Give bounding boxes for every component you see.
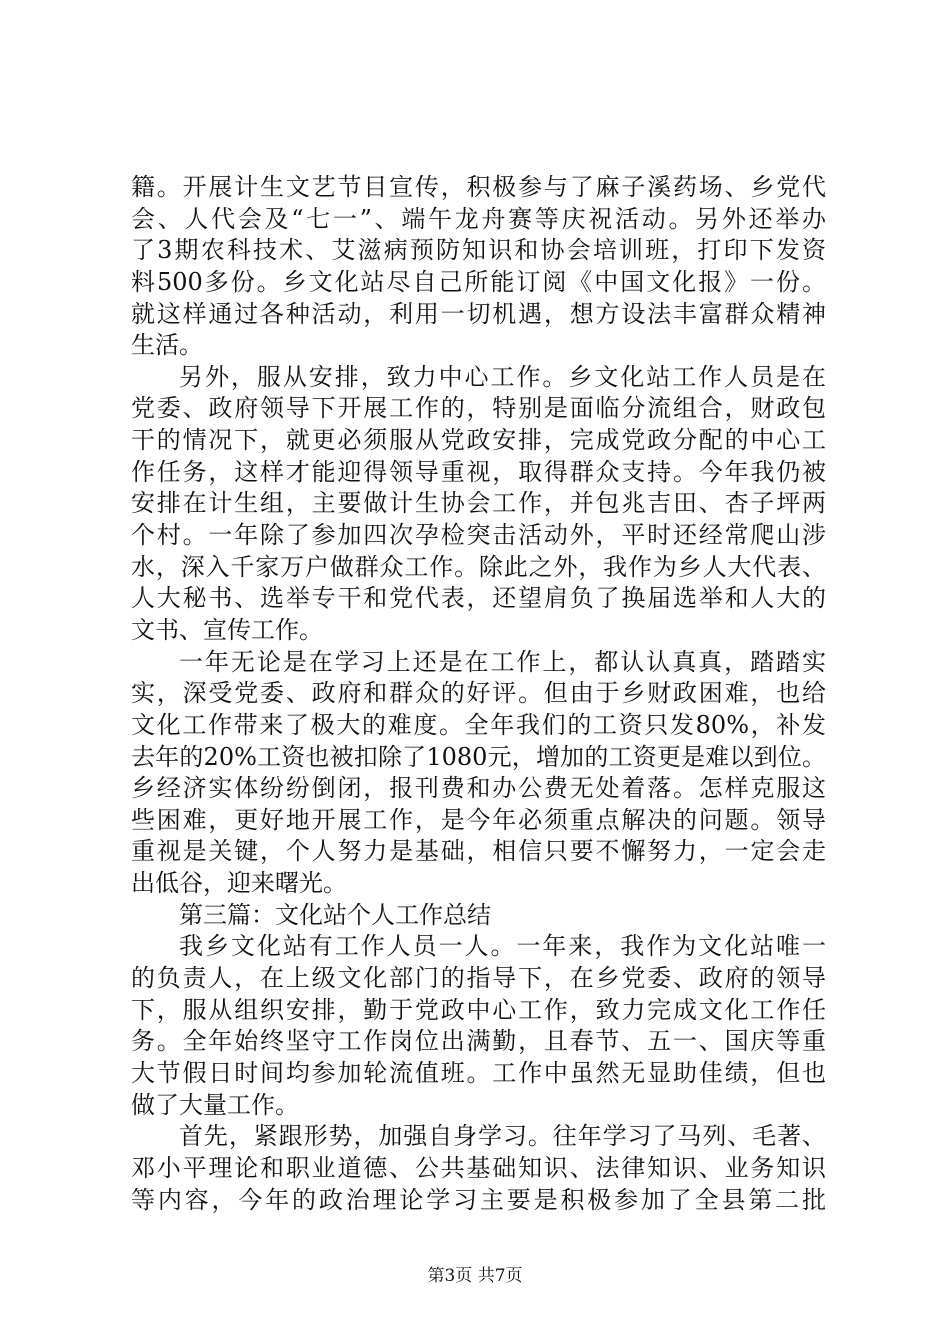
text-line: 水，深入千家万户做群众工作。除此之外，我作为乡人大代表、: [131, 552, 826, 581]
page-number-footer: 第3页 共7页: [427, 1266, 523, 1286]
text-line: 人大秘书、选举专干和党代表，还望肩负了换届选举和人大的: [131, 584, 826, 613]
text-line: 作任务，这样才能迎得领导重视，取得群众支持。今年我仍被: [131, 457, 826, 486]
text-line: 务。全年始终坚守工作岗位出满勤，且春节、五一、国庆等重: [131, 1027, 826, 1056]
text-line: 邓小平理论和职业道德、公共基础知识、法律知识、业务知识: [131, 1153, 826, 1182]
text-line: 个村。一年除了参加四次孕检突击活动外，平时还经常爬山涉: [131, 521, 826, 550]
text-line: 生活。: [131, 331, 203, 360]
text-line: 文化工作带来了极大的难度。全年我们的工资只发80%，补发: [131, 710, 826, 739]
text-line: 了3期农科技术、艾滋病预防知识和协会培训班，打印下发资: [131, 236, 826, 265]
document-body: [131, 172, 826, 1216]
paragraph-start-line: 另外，服从安排，致力中心工作。乡文化站工作人员是在: [179, 362, 826, 391]
text-line: 去年的20%工资也被扣除了1080元，增加的工资更是难以到位。: [131, 742, 826, 771]
text-line: 安排在计生组，主要做计生协会工作，并包兆吉田、杏子坪两: [131, 489, 826, 518]
text-line: 文书、宣传工作。: [131, 615, 323, 644]
text-line: 的负责人，在上级文化部门的指导下，在乡党委、政府的领导: [131, 964, 826, 993]
text-line: 出低谷，迎来曙光。: [131, 869, 347, 898]
text-line: 实，深受党委、政府和群众的好评。但由于乡财政困难，也给: [131, 679, 826, 708]
text-line: 重视是关键，个人努力是基础，相信只要不懈努力，一定会走: [131, 837, 826, 866]
paragraph-start-line: 首先，紧跟形势，加强自身学习。往年学习了马列、毛著、: [179, 1122, 826, 1151]
text-line: 等内容，今年的政治理论学习主要是积极参加了全县第二批: [131, 1185, 826, 1214]
text-line: 干的情况下，就更必须服从党政安排，完成党政分配的中心工: [131, 426, 826, 455]
text-line: 籍。开展计生文艺节目宣传，积极参与了麻子溪药场、乡党代: [131, 173, 826, 201]
paragraph-start-line: 我乡文化站有工作人员一人。一年来，我作为文化站唯一: [179, 932, 826, 961]
text-line: 会、人代会及“七一”、端午龙舟赛等庆祝活动。另外还举办: [131, 204, 826, 233]
text-line: 做了大量工作。: [131, 1090, 299, 1119]
text-line: 大节假日时间均参加轮流值班。工作中虽然无显助佳绩，但也: [131, 1058, 826, 1087]
text-line: 些困难，更好地开展工作，是今年必须重点解决的问题。领导: [131, 805, 826, 834]
text-line: 下，服从组织安排，勤于党政中心工作，致力完成文化工作任: [131, 995, 826, 1024]
text-line: 料500多份。乡文化站尽自己所能订阅《中国文化报》一份。: [131, 267, 826, 296]
text-line: 党委、政府领导下开展工作的，特别是面临分流组合，财政包: [131, 394, 826, 423]
text-line: 就这样通过各种活动，利用一切机遇，想方设法丰富群众精神: [131, 299, 826, 328]
paragraph-start-line: 一年无论是在学习上还是在工作上，都认认真真，踏踏实: [179, 647, 826, 676]
section-heading: 第三篇：文化站个人工作总结: [179, 900, 491, 929]
text-line: 乡经济实体纷纷倒闭，报刊费和办公费无处着落。怎样克服这: [131, 774, 826, 803]
